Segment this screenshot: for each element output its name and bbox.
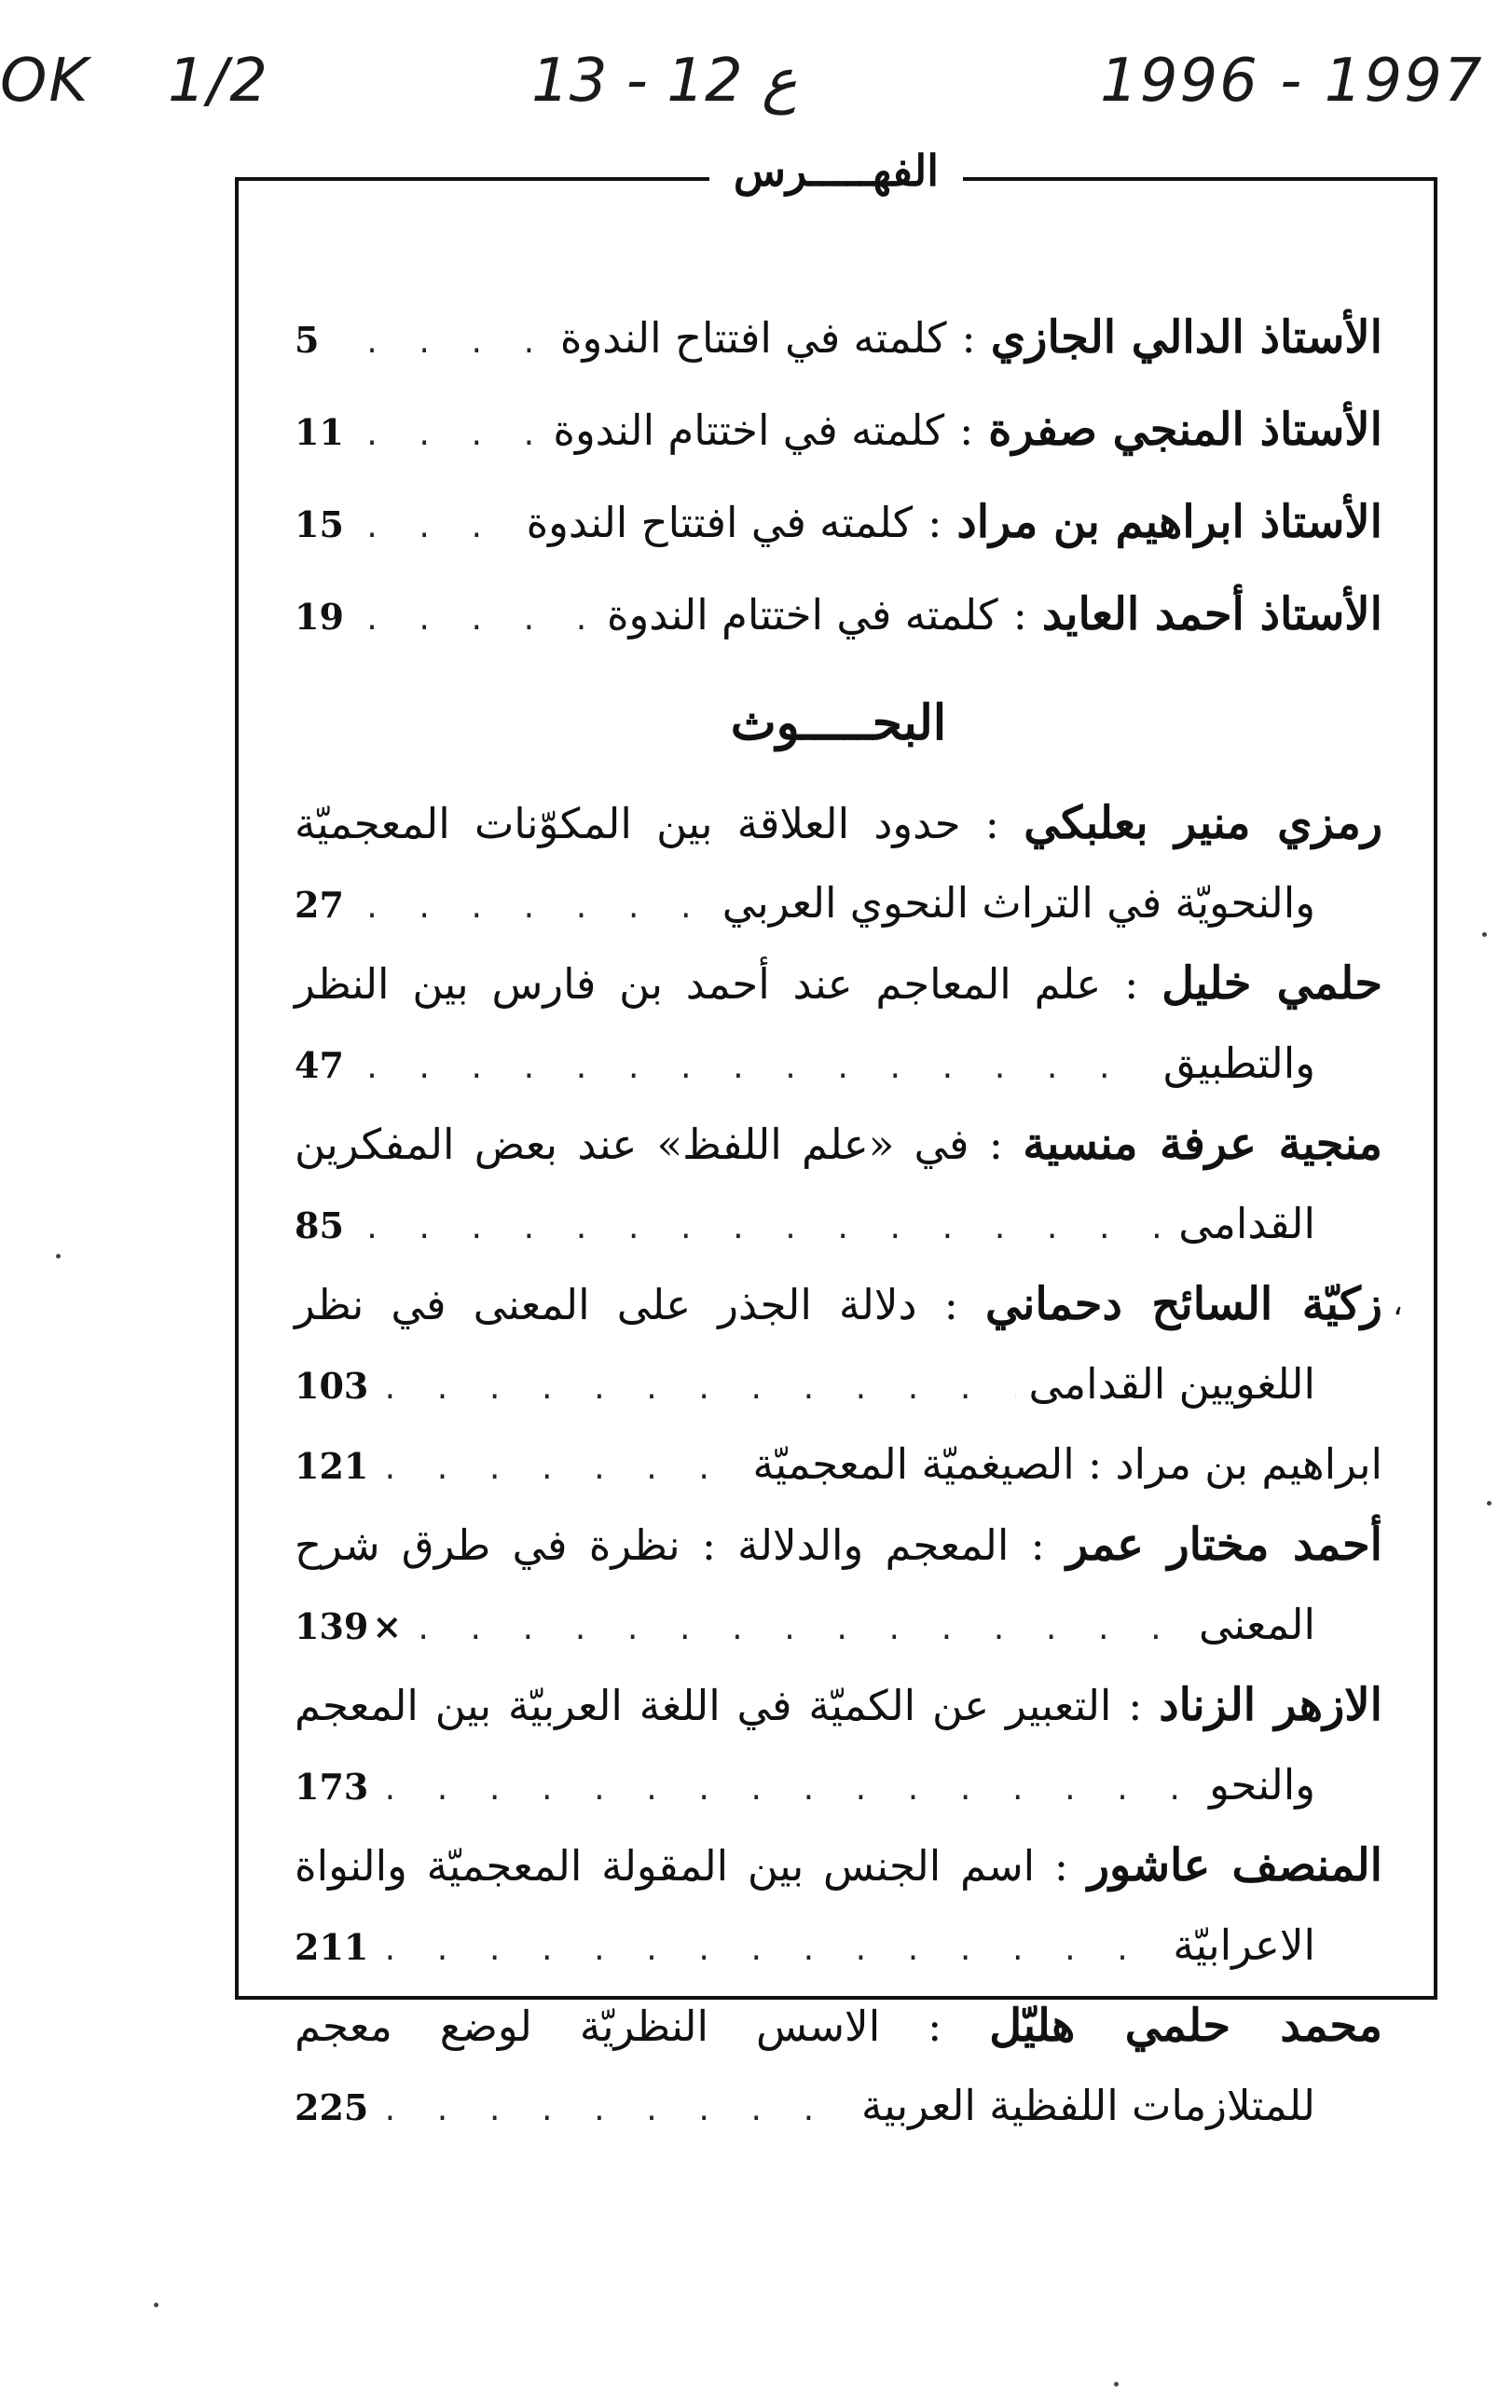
- page-number: [295, 1587, 402, 1667]
- entry-line: [295, 1024, 1382, 1104]
- entry-author: المنصف عاشور: [1087, 1839, 1382, 1892]
- separator-colon: :: [1111, 1681, 1143, 1730]
- dot-leader: [381, 1350, 1015, 1430]
- research-heading: البحـــــوث: [730, 695, 947, 751]
- dot-leader: [381, 2071, 848, 2152]
- page-check-mark: ×: [372, 1605, 403, 1647]
- entry-title: حدود العلاقة بين المكوّنات المعجميّة: [295, 799, 961, 848]
- entry-author: رمزي منير بعلبكي: [1024, 797, 1383, 849]
- handwritten-ok-note: OK: [0, 47, 90, 116]
- page-number: 5: [295, 319, 320, 361]
- index-frame: [235, 145, 1437, 2130]
- entry-title: في «علم اللفظ» عند بعض المفكرين: [295, 1120, 969, 1169]
- dot-leader: [381, 1911, 1160, 1991]
- entry-title-continuation: القدامى: [1178, 1199, 1315, 1248]
- entry-line: [295, 1424, 1382, 1505]
- index-title-wrapper: [239, 145, 1434, 196]
- research-entry: [295, 943, 1382, 1104]
- entry-line: [295, 2066, 1382, 2146]
- entry-title: التعبير عن الكميّة في اللغة العربيّة بين المعجم: [295, 1681, 1112, 1730]
- page-number: 173: [295, 1766, 369, 1808]
- entry-title: اسم الجنس بين المقولة المعجميّة والنواة: [295, 1841, 1036, 1891]
- entry-line: [295, 1986, 1382, 2066]
- scan-speck: [1482, 932, 1487, 937]
- entry-title-continuation: المعنى: [1198, 1600, 1315, 1649]
- entry-line: [295, 1906, 1382, 1986]
- entry-author: زكيّة السائح دحماني: [985, 1278, 1382, 1330]
- entry-author: الازهر الزناد: [1159, 1679, 1383, 1731]
- research-entry: [295, 1825, 1382, 1986]
- separator-colon: :: [960, 799, 999, 848]
- separator-colon: :: [969, 1120, 1003, 1169]
- entry-line: [295, 1264, 1403, 1344]
- page-number: 121: [295, 1445, 369, 1487]
- page-number: 11: [295, 411, 344, 453]
- research-entry: [295, 1505, 1382, 1665]
- dot-leader: [381, 1751, 1196, 1831]
- entry-line: [295, 1344, 1382, 1424]
- entry-author: ابراهيم بن مراد: [1115, 1439, 1382, 1489]
- research-entry: [295, 1264, 1403, 1424]
- opening-entry: [295, 588, 1382, 681]
- entry-title: الصيغميّة المعجميّة: [752, 1439, 1075, 1489]
- entry-line: [295, 1505, 1382, 1585]
- dot-leader: [364, 420, 540, 452]
- entry-title: كلمته في اختتام الندوة: [606, 590, 998, 640]
- entry-title-continuation: والتطبيق: [1162, 1039, 1315, 1088]
- separator-colon: :: [1035, 1841, 1069, 1891]
- dot-leader: [364, 869, 709, 949]
- research-entry: [295, 783, 1382, 943]
- research-entry: [295, 1424, 1382, 1505]
- research-entry: [295, 1104, 1382, 1264]
- index-content: [295, 311, 1403, 2146]
- opening-entry: [295, 311, 1382, 404]
- dot-leader: [364, 1029, 1150, 1109]
- entry-author: الأستاذ أحمد العايد: [1041, 588, 1382, 640]
- page-number: 211: [295, 1926, 369, 1968]
- page-number: 19: [295, 596, 344, 638]
- entry-title-continuation: الاعرابيّة: [1173, 1920, 1315, 1970]
- separator-colon: :: [1101, 959, 1139, 1009]
- entry-title: المعجم والدلالة : نظرة في طرق شرح: [295, 1520, 1010, 1570]
- scan-speck: [1487, 1501, 1491, 1506]
- entry-line: [295, 1745, 1382, 1825]
- separator-colon: :: [1074, 1439, 1116, 1489]
- page-number: 15: [295, 503, 344, 545]
- dot-leader: [364, 512, 514, 544]
- entry-line: [295, 1104, 1382, 1184]
- entry-author: الأستاذ ابراهيم بن مراد: [956, 496, 1382, 548]
- separator-colon: :: [1009, 1520, 1045, 1570]
- research-entry: [295, 1665, 1382, 1825]
- entry-line: [295, 1585, 1382, 1665]
- page-number: 47: [295, 1044, 344, 1086]
- entry-title: كلمته في افتتاح الندوة: [526, 498, 914, 547]
- entry-line: [295, 783, 1382, 863]
- entry-line: [295, 1665, 1382, 1745]
- dot-leader: [381, 1430, 739, 1510]
- dot-leader: [364, 1190, 1165, 1270]
- entry-line: [295, 863, 1382, 943]
- page-number: 225: [295, 2086, 369, 2128]
- entry-line: [295, 1184, 1382, 1264]
- entry-title: دلالة الجذر على المعنى في نظر: [295, 1280, 917, 1329]
- separator-colon: :: [928, 498, 942, 547]
- page-number: 103: [295, 1365, 369, 1407]
- margin-mark: ،: [1393, 1286, 1403, 1323]
- handwritten-volume-note: 1/2: [168, 47, 269, 116]
- opening-entry: [295, 404, 1382, 496]
- page-number-value: 139: [295, 1605, 369, 1647]
- handwritten-years-note: 1996 - 1997: [1100, 47, 1484, 116]
- entry-title: كلمته في افتتاح الندوة: [559, 313, 947, 363]
- entry-line: [295, 943, 1382, 1024]
- entry-line: [295, 1825, 1382, 1906]
- dot-leader: [364, 604, 594, 637]
- entry-title-continuation: للمتلازمات اللفظية العربية: [860, 2081, 1315, 2130]
- separator-colon: :: [1012, 590, 1027, 640]
- separator-colon: :: [916, 1280, 958, 1329]
- entry-author: محمد حلمي هليّل: [989, 2000, 1383, 2052]
- handwritten-issue-note: ع 12 - 13: [531, 47, 798, 116]
- separator-colon: :: [880, 2002, 942, 2051]
- entry-title-continuation: والنحويّة في التراث النحوي العربي: [722, 878, 1315, 928]
- entry-author: الأستاذ الدالي الجازي: [990, 311, 1382, 364]
- entry-author: الأستاذ المنجي صفرة: [988, 404, 1382, 456]
- dot-leader: [415, 1590, 1186, 1671]
- research-entry: [295, 1986, 1382, 2146]
- scan-speck: [56, 1254, 61, 1259]
- index-title: الفهـــــرس: [709, 145, 963, 196]
- opening-entry: [295, 496, 1382, 588]
- page-number: 27: [295, 884, 344, 926]
- entry-title-continuation: اللغويين القدامى: [1028, 1359, 1315, 1409]
- scan-speck: [1114, 2382, 1119, 2387]
- entry-title: كلمته في اختتام الندوة: [553, 406, 945, 455]
- scan-speck: [154, 2303, 158, 2307]
- page-number: 85: [295, 1204, 344, 1246]
- entry-author: منجية عرفة منسية: [1023, 1118, 1382, 1170]
- entry-author: أحمد مختار عمر: [1065, 1519, 1382, 1571]
- separator-colon: :: [961, 313, 976, 363]
- entry-title: الاسس النظريّة لوضع معجم: [295, 2002, 881, 2051]
- entry-author: حلمي خليل: [1161, 957, 1383, 1010]
- separator-colon: :: [959, 406, 974, 455]
- dot-leader: [364, 327, 547, 360]
- entry-title: علم المعاجم عند أحمد بن فارس بين النظر: [295, 959, 1102, 1009]
- entry-title-continuation: والنحو: [1209, 1760, 1315, 1809]
